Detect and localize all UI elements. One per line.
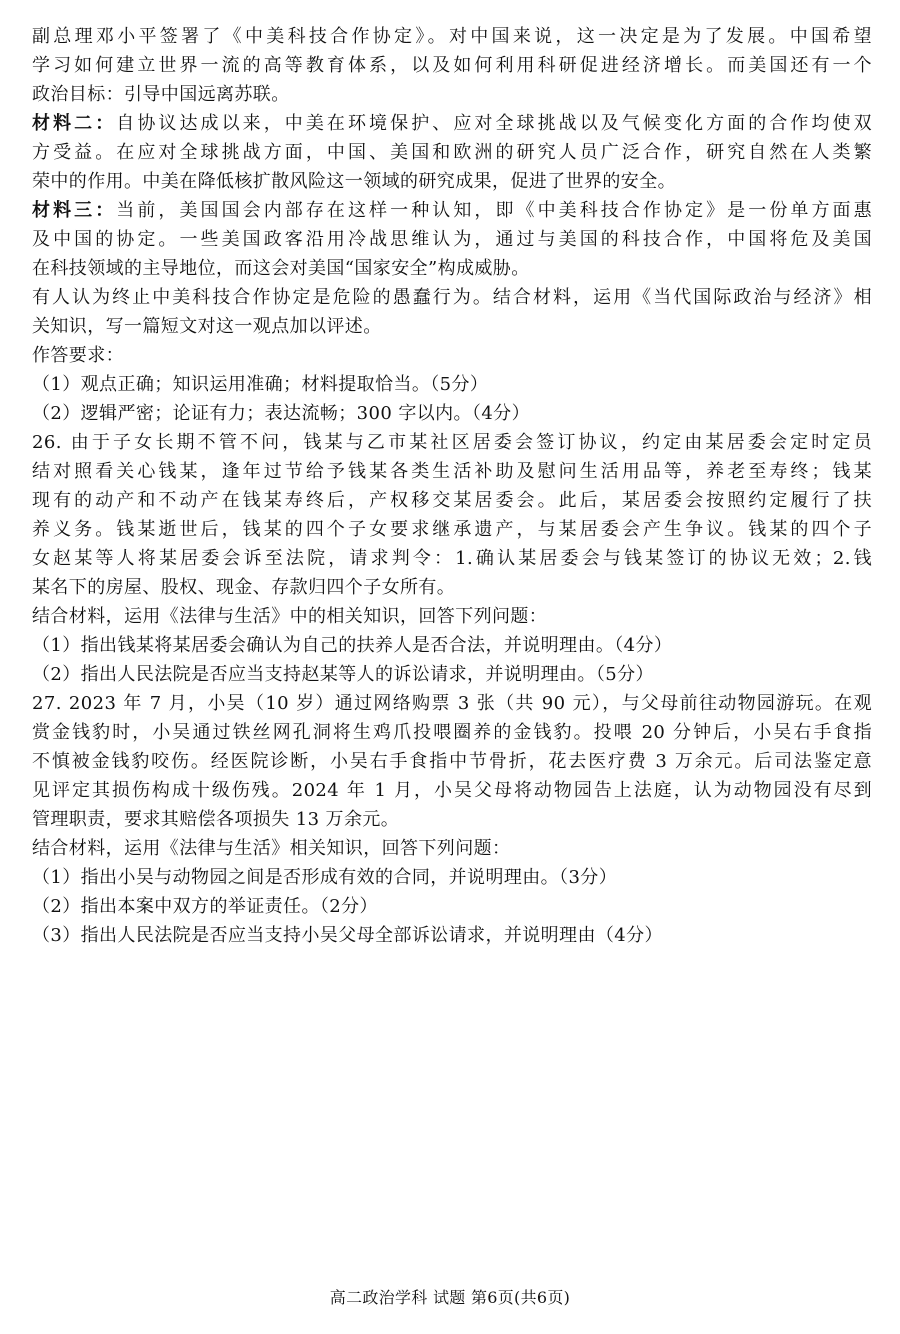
q26-prompt: 结合材料，运用《法律与生活》中的相关知识，回答下列问题： xyxy=(32,606,548,627)
material3-text-1: 当前，美国国会内部存在这样一种认知，即《中美科技合作协定》是一份单方面惠 xyxy=(116,200,872,221)
q26-sub-1: （1）指出钱某将某居委会确认为自己的扶养人是否合法，并说明理由。（4分） xyxy=(32,635,673,656)
q25-prompt-line-2: 关知识，写一篇短文对这一观点加以评述。 xyxy=(32,316,382,337)
material3-label: 材料三： xyxy=(32,200,117,221)
q25-requirement-1: （1）观点正确；知识运用准确；材料提取恰当。（5分） xyxy=(32,374,489,395)
q26-line-2: 结对照看关心钱某，逢年过节给予钱某各类生活补助及慰问生活用品等，养老至寿终；钱某 xyxy=(32,461,872,482)
q27-sub-3: （3）指出人民法院是否应当支持小吴父母全部诉讼请求，并说明理由（4分） xyxy=(32,925,663,946)
exam-page-body xyxy=(32,22,872,950)
q25-requirements-title: 作答要求： xyxy=(32,345,124,366)
q26-line-1: 26. 由于子女长期不管不问，钱某与乙市某社区居委会签订协议，约定由某居委会定时定员 xyxy=(32,432,872,453)
q26-line-5: 女赵某等人将某居委会诉至法院，请求判令：1.确认某居委会与钱某签订的协议无效；2.钱 xyxy=(32,548,872,569)
q27-line-2: 赏金钱豹时，小吴通过铁丝网孔洞将生鸡爪投喂圈养的金钱豹。投喂 20 分钟后，小吴右手食指 xyxy=(32,722,872,743)
material2-line-1 xyxy=(32,109,872,138)
material2-line-3: 荣中的作用。中美在降低核扩散风险这一领域的研究成果，促进了世界的安全。 xyxy=(32,171,676,192)
material1-line-2: 学习如何建立世界一流的高等教育体系，以及如何利用科研促进经济增长。而美国还有一个 xyxy=(32,55,872,76)
q25-prompt-line-1: 有人认为终止中美科技合作协定是危险的愚蠢行为。结合材料，运用《当代国际政治与经济》相 xyxy=(32,287,872,308)
q27-sub-1: （1）指出小吴与动物园之间是否形成有效的合同，并说明理由。（3分） xyxy=(32,867,618,888)
q27-line-1: 27. 2023 年 7 月，小吴（10 岁）通过网络购票 3 张（共 90 元），与父母前往动物园游玩。在观 xyxy=(32,693,872,714)
material3-line-3: 在科技领域的主导地位，而这会对美国“国家安全”构成威胁。 xyxy=(32,258,530,279)
q26-line-4: 养义务。钱某逝世后，钱某的四个子女要求继承遗产，与某居委会产生争议。钱某的四个子 xyxy=(32,519,872,540)
material1-line-1: 副总理邓小平签署了《中美科技合作协定》。对中国来说，这一决定是为了发展。中国希望 xyxy=(32,26,872,47)
q26-line-3: 现有的动产和不动产在钱某寿终后，产权移交某居委会。此后，某居委会按照约定履行了扶 xyxy=(32,490,872,511)
material2-line-2: 方受益。在应对全球挑战方面，中国、美国和欧洲的研究人员广泛合作，研究自然在人类繁 xyxy=(32,142,872,163)
material3-line-2: 及中国的协定。一些美国政客沿用冷战思维认为，通过与美国的科技合作，中国将危及美国 xyxy=(32,229,872,250)
page-footer: 高二政治学科 试题 第6页(共6页) xyxy=(329,1288,571,1307)
q25-requirement-2: （2）逻辑严密；论证有力；表达流畅；300 字以内。（4分） xyxy=(32,403,530,424)
q27-line-5: 管理职责，要求其赔偿各项损失 13 万余元。 xyxy=(32,809,400,830)
q27-line-4: 见评定其损伤构成十级伤残。2024 年 1 月，小吴父母将动物园告上法庭，认为动物园没有尽到 xyxy=(32,780,872,801)
q27-prompt: 结合材料，运用《法律与生活》相关知识，回答下列问题： xyxy=(32,838,511,859)
material3-line-1 xyxy=(32,196,872,225)
material2-text-1: 自协议达成以来，中美在环境保护、应对全球挑战以及气候变化方面的合作均使双 xyxy=(116,113,872,134)
q27-line-3: 不慎被金钱豹咬伤。经医院诊断，小吴右手食指中节骨折，花去医疗费 3 万余元。后司法鉴定意 xyxy=(32,751,872,772)
material1-line-3: 政治目标：引导中国远离苏联。 xyxy=(32,84,290,105)
q26-sub-2: （2）指出人民法院是否应当支持赵某等人的诉讼请求，并说明理由。（5分） xyxy=(32,664,654,685)
material2-label: 材料二： xyxy=(32,113,117,134)
q27-sub-2: （2）指出本案中双方的举证责任。（2分） xyxy=(32,896,378,917)
q26-line-6: 某名下的房屋、股权、现金、存款归四个子女所有。 xyxy=(32,577,456,598)
